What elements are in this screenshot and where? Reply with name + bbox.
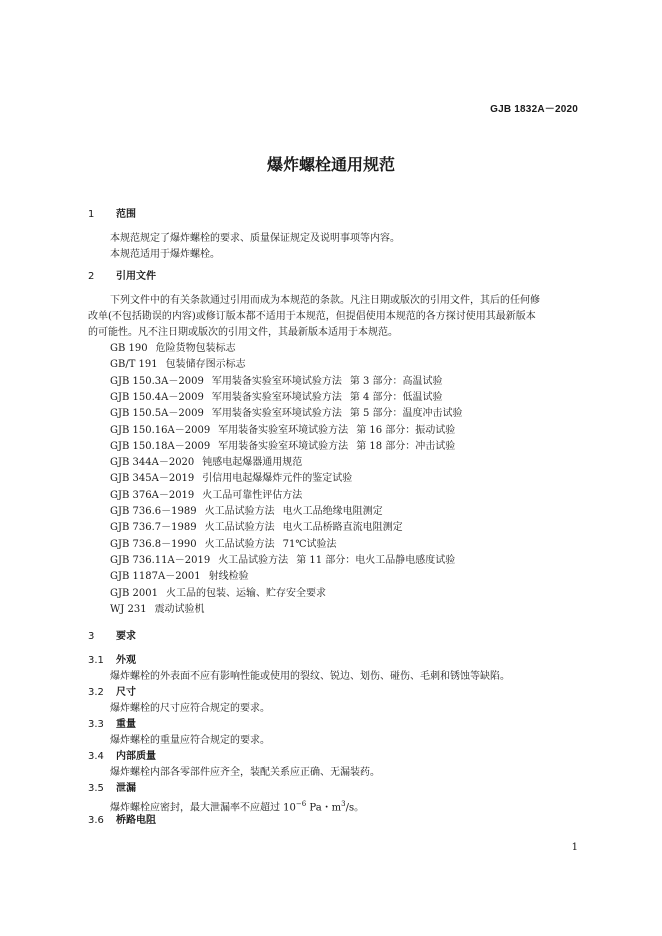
reference-item <box>110 375 443 388</box>
reference-title: 军用装备实验室环境试验方法 <box>211 408 342 419</box>
section-2-paragraph-line: 改单(不包括勘误的内容)或修订版本都不适用于本规范，但提倡使用本规范的各方探讨使用其最新版本 <box>88 311 536 322</box>
reference-title: 军用装备实验室环境试验方法 <box>211 376 342 387</box>
reference-part: 电火工品绝缘电阻测定 <box>282 506 383 517</box>
subsection-3-4-heading <box>88 750 156 763</box>
reference-code: GB/T 191 <box>110 359 158 370</box>
reference-title: 军用装备实验室环境试验方法 <box>218 441 349 452</box>
subsection-3-6-heading <box>88 814 156 827</box>
reference-title: 火工品可靠性评估方法 <box>202 490 303 501</box>
reference-item <box>110 603 213 616</box>
section-title: 引用文件 <box>116 271 156 282</box>
section-2-heading <box>88 270 156 283</box>
section-title: 要求 <box>116 631 136 642</box>
reference-item <box>110 391 443 404</box>
reference-code: GJB 150.3A－2009 <box>110 376 204 387</box>
subsection-number: 3.6 <box>88 815 104 826</box>
reference-code: GJB 150.4A－2009 <box>110 392 204 403</box>
reference-part: 电火工品桥路直流电阻测定 <box>282 522 403 533</box>
subsection-number: 3.5 <box>88 783 104 794</box>
reference-item <box>110 440 455 453</box>
reference-item <box>110 505 383 518</box>
reference-item <box>110 424 455 437</box>
reference-code: GJB 150.16A－2009 <box>110 425 211 436</box>
reference-title: 火工品试验方法 <box>218 555 289 566</box>
subsection-3-3-heading <box>88 718 136 731</box>
reference-item <box>110 521 403 534</box>
reference-part: 第 5 部分：温度冲击试验 <box>349 408 463 419</box>
reference-title: 包装储存图示标志 <box>165 359 246 370</box>
reference-item <box>110 358 254 371</box>
reference-title: 火工品的包装、运输、贮存安全要求 <box>165 588 326 599</box>
subsection-number: 3.1 <box>88 655 104 666</box>
leak-unit-end: /s。 <box>345 802 365 814</box>
subsection-3-4-text: 爆炸螺栓内部各零部件应齐全，装配关系应正确、无漏装药。 <box>110 767 380 778</box>
reference-item <box>110 538 337 551</box>
subsection-number: 3.4 <box>88 751 104 762</box>
reference-title: 危险货物包装标志 <box>155 343 236 354</box>
reference-title: 火工品试验方法 <box>204 522 275 533</box>
section-title: 范围 <box>116 209 136 220</box>
reference-part: 第 3 部分：高温试验 <box>349 376 443 387</box>
section-number: 1 <box>88 209 95 220</box>
leak-exponent: −6 <box>295 800 307 808</box>
reference-part: 第 4 部分：低温试验 <box>349 392 443 403</box>
subsection-number: 3.2 <box>88 687 104 698</box>
section-number: 2 <box>88 271 95 282</box>
section-1-paragraph-1: 本规范规定了爆炸螺栓的要求、质量保证规定及说明事项等内容。 <box>110 233 400 244</box>
reference-code: GJB 376A－2019 <box>110 490 195 501</box>
document-code: GJB 1832A－2020 <box>490 104 578 115</box>
reference-code: GJB 2001 <box>110 588 158 599</box>
leak-text: 爆炸螺栓应密封，最大泄漏率不应超过 10 <box>110 802 296 814</box>
reference-item <box>110 587 334 600</box>
reference-part: 第 18 部分：冲击试验 <box>356 441 456 452</box>
reference-code: GJB 150.5A－2009 <box>110 408 204 419</box>
subsection-3-2-heading <box>88 686 136 699</box>
subsection-3-3-text: 爆炸螺栓的重量应符合规定的要求。 <box>110 735 270 746</box>
reference-code: GJB 736.11A－2019 <box>110 555 211 566</box>
section-3-heading <box>88 630 136 643</box>
subsection-title: 重量 <box>116 719 136 730</box>
reference-title: 钝感电起爆器通用规范 <box>202 457 303 468</box>
reference-title: 火工品试验方法 <box>204 506 275 517</box>
subsection-3-1-heading <box>88 654 136 667</box>
page-number: 1 <box>571 842 578 853</box>
reference-code: GJB 736.8－1990 <box>110 539 197 550</box>
subsection-title: 泄漏 <box>116 783 136 794</box>
reference-title: 射线检验 <box>208 571 249 582</box>
leak-unit: Pa・m <box>306 802 342 814</box>
section-2-paragraph-line: 的可能性。凡不注日期或版次的引用文件，其最新版本适用于本规范。 <box>88 327 398 338</box>
section-1-heading <box>88 208 136 221</box>
reference-part: 第 11 部分：电火工品静电感度试验 <box>296 555 456 566</box>
subsection-3-5-text <box>110 798 364 814</box>
reference-part: 第 16 部分：振动试验 <box>356 425 456 436</box>
reference-item <box>110 570 257 583</box>
reference-item <box>110 554 455 567</box>
section-1-paragraph-2: 本规范适用于爆炸螺栓。 <box>110 249 220 260</box>
page-title: 爆炸螺栓通用规范 <box>266 155 395 174</box>
reference-code: GJB 150.18A－2009 <box>110 441 211 452</box>
reference-code: GJB 736.6－1989 <box>110 506 197 517</box>
subsection-number: 3.3 <box>88 719 104 730</box>
reference-title: 引信用电起爆爆炸元件的鉴定试验 <box>202 473 353 484</box>
reference-title: 震动试验机 <box>154 604 205 615</box>
reference-item <box>110 407 463 420</box>
reference-item <box>110 489 310 502</box>
reference-title: 军用装备实验室环境试验方法 <box>218 425 349 436</box>
subsection-title: 尺寸 <box>116 687 136 698</box>
section-2-paragraph-line: 下列文件中的有关条款通过引用而成为本规范的条款。凡注日期或版次的引用文件，其后的任何修 <box>110 295 540 306</box>
subsection-title: 内部质量 <box>116 751 156 762</box>
reference-item <box>110 472 360 485</box>
reference-code: GJB 1187A－2001 <box>110 571 201 582</box>
reference-title: 火工品试验方法 <box>204 539 275 550</box>
reference-code: GB 190 <box>110 343 148 354</box>
reference-code: GJB 345A－2019 <box>110 473 195 484</box>
reference-title: 军用装备实验室环境试验方法 <box>211 392 342 403</box>
reference-item <box>110 456 310 469</box>
subsection-3-5-heading <box>88 782 136 795</box>
reference-item <box>110 342 244 355</box>
reference-part: 71℃试验法 <box>282 539 337 550</box>
subsection-title: 桥路电阻 <box>116 815 156 826</box>
subsection-3-1-text: 爆炸螺栓的外表面不应有影响性能或使用的裂纹、锐边、划伤、碰伤、毛刺和锈蚀等缺陷。 <box>110 671 510 682</box>
reference-code: GJB 736.7－1989 <box>110 522 197 533</box>
reference-code: WJ 231 <box>110 604 147 615</box>
leak-unit-exponent: 3 <box>341 800 346 808</box>
subsection-title: 外观 <box>116 655 136 666</box>
subsection-3-2-text: 爆炸螺栓的尺寸应符合规定的要求。 <box>110 703 270 714</box>
section-number: 3 <box>88 631 95 642</box>
reference-code: GJB 344A－2020 <box>110 457 195 468</box>
